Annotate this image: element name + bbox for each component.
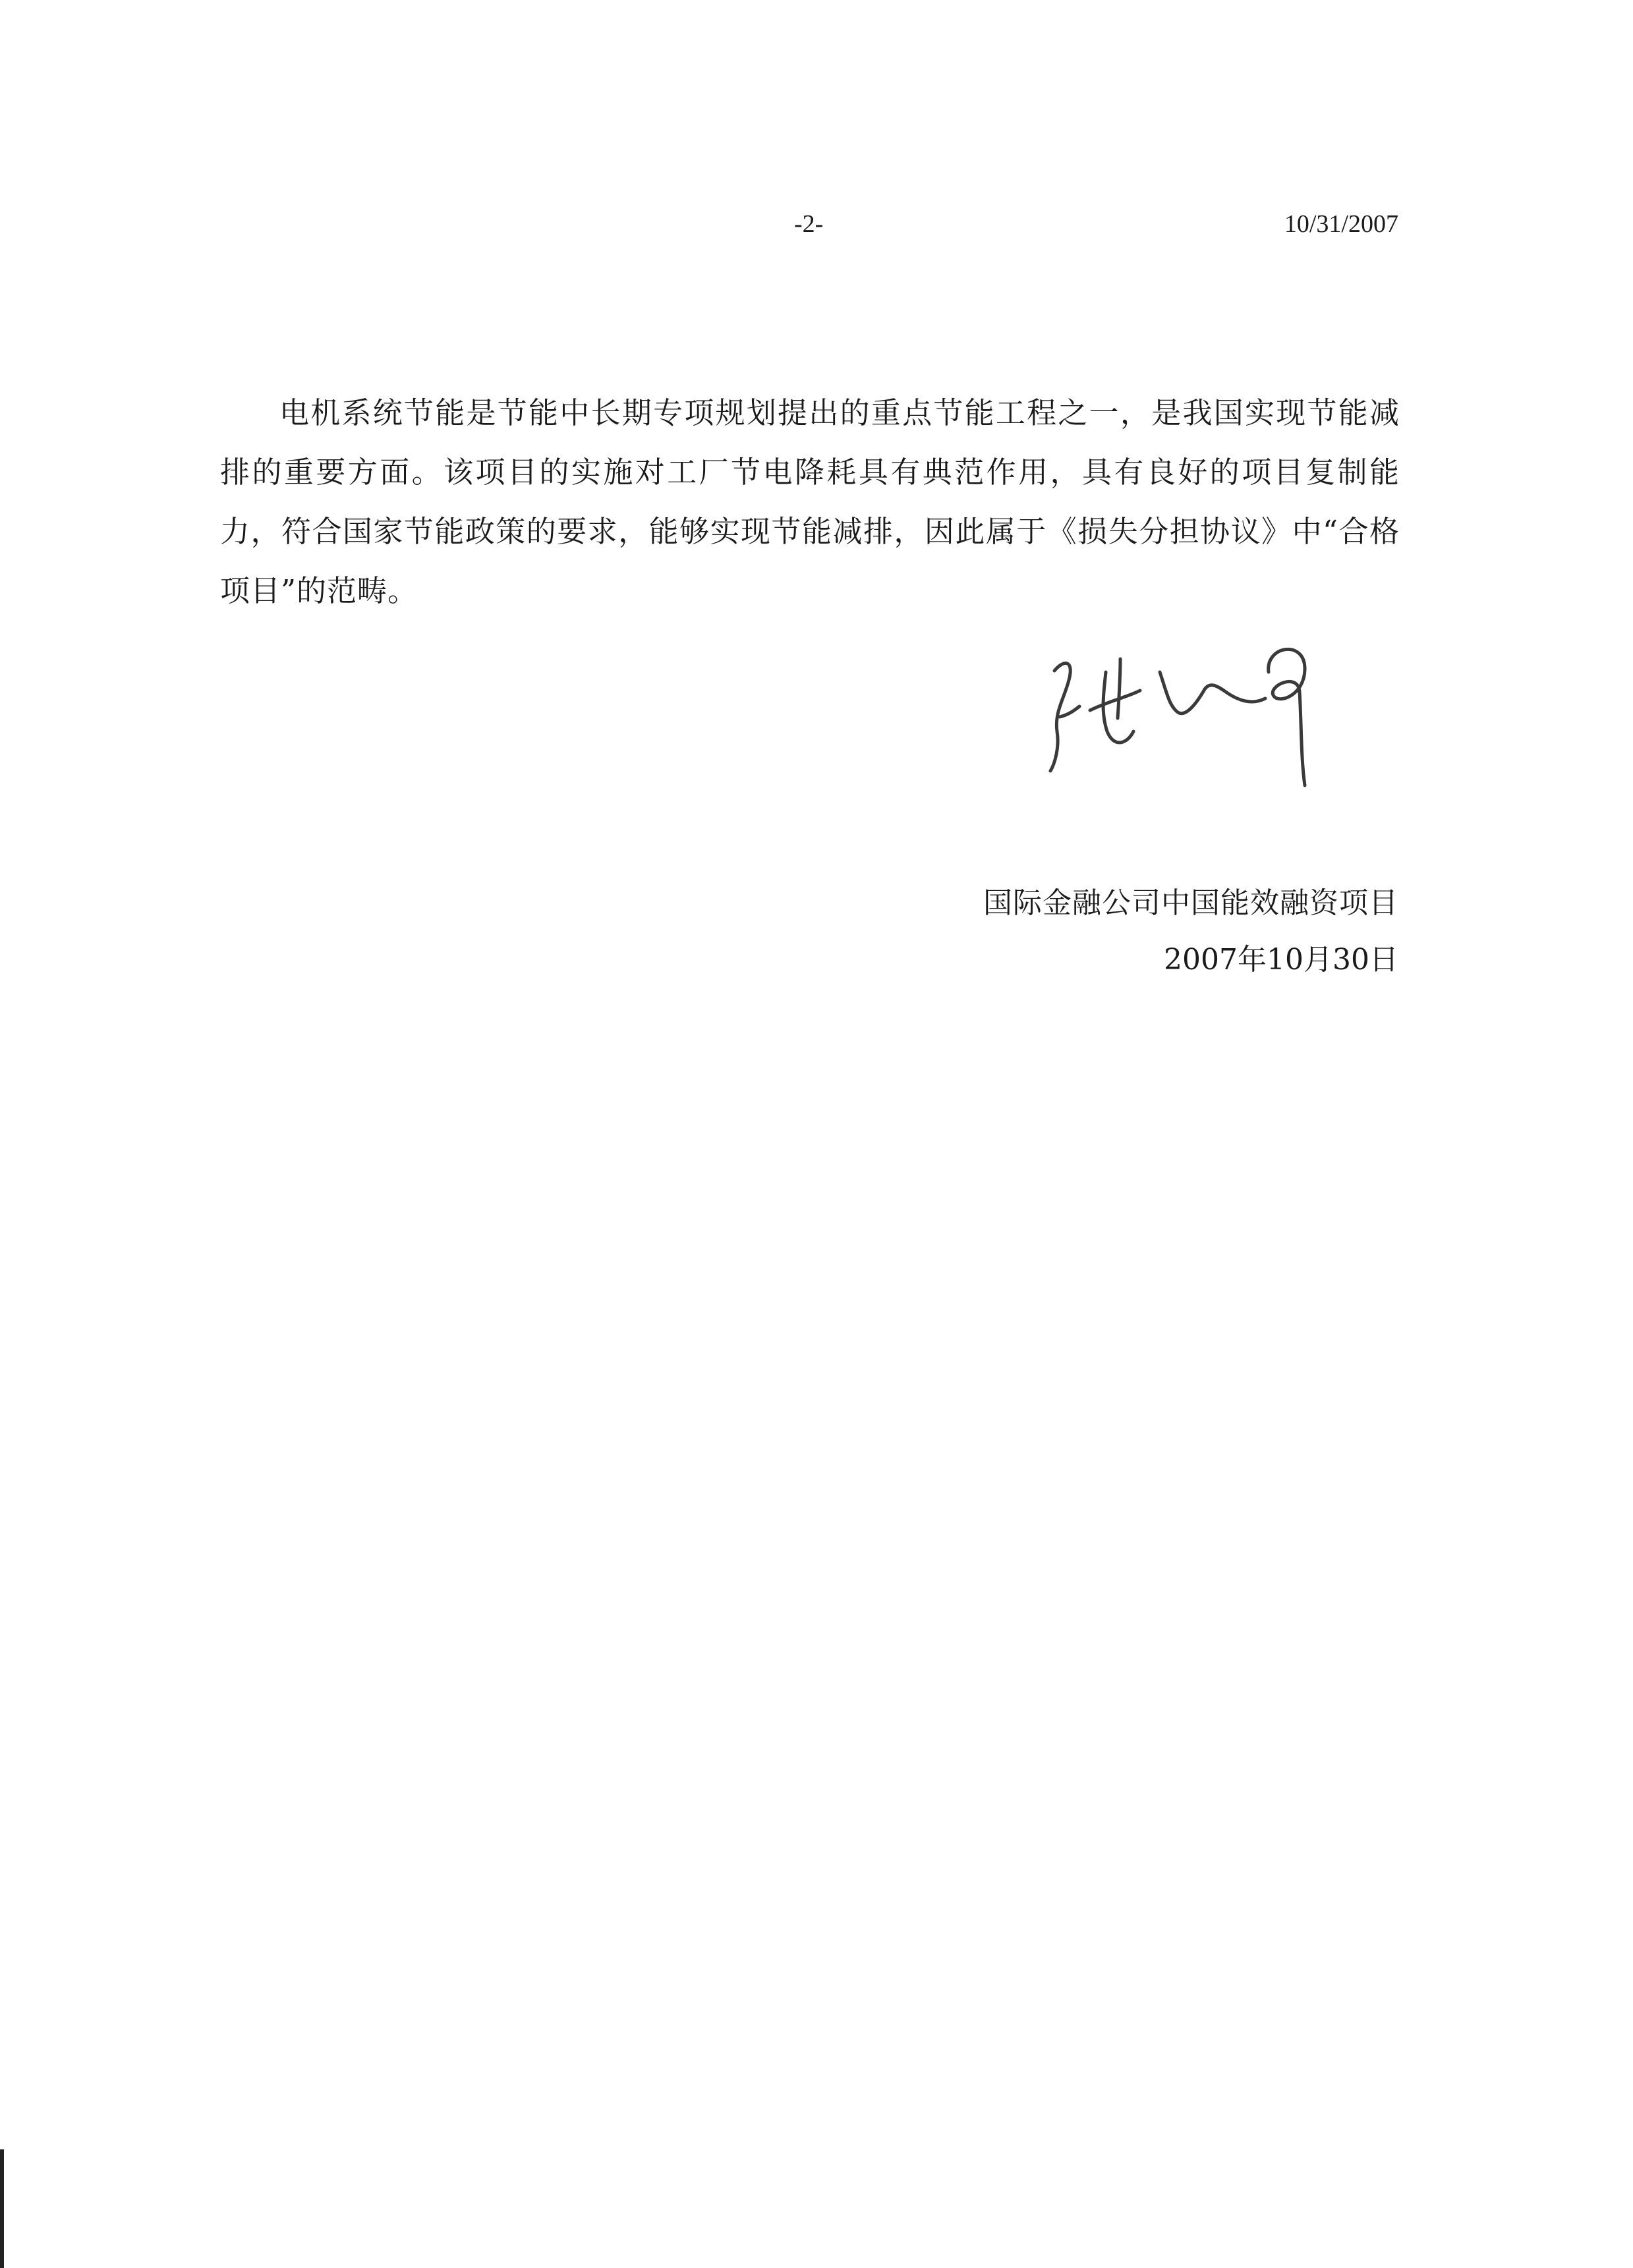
page-number: -2- (794, 210, 824, 238)
sign-date: 2007年10月30日 (1164, 943, 1398, 977)
organization-name: 国际金融公司中国能效融资项目 (983, 886, 1398, 920)
header-date: 10/31/2007 (1284, 210, 1398, 238)
signature-icon (1028, 633, 1371, 797)
body-paragraph: 电机系统节能是节能中长期专项规划提出的重点节能工程之一，是我国实现节能减排的重要方面。该项目的实施对工厂节电降耗具有典范作用，具有良好的项目复制能力，符合国家节能政策的要求，能够实现节能减排，因此属于《损失分担协议》中“合格项目”的范畴。 (220, 395, 1400, 608)
scan-edge-divider (0, 2149, 4, 2268)
